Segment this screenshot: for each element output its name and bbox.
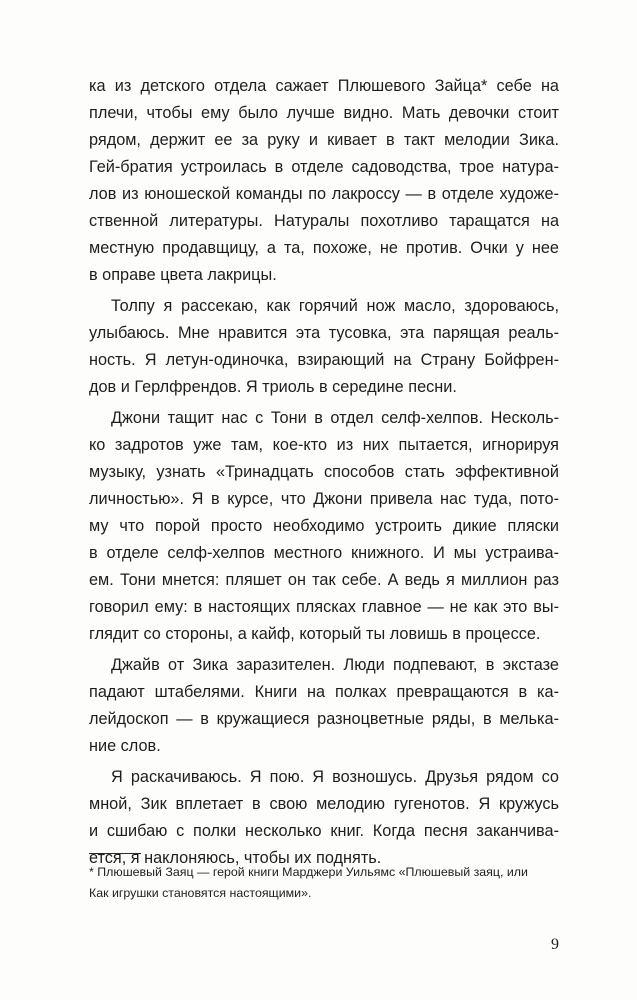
text-line: лов из юношеской команды по лакроссу — в отделе художе- [89, 185, 559, 203]
text-line: ется, я наклоняюсь, чтобы их поднять. [89, 849, 382, 867]
text-line: музыку, узнать «Тринадцать способов стать эффективной [89, 463, 559, 481]
text-line: улыбаюсь. Мне нравится эта тусовка, эта парящая реаль- [89, 324, 559, 342]
text-line: Я раскачиваюсь. Я пою. Я возношусь. Друзья рядом со [111, 768, 559, 786]
text-line: Джони тащит нас с Тони в отдел селф-хелпов. Несколь- [111, 409, 559, 427]
text-line: ние слов. [89, 737, 161, 755]
text-line: падают штабелями. Книги на полках превращаются в ка- [89, 683, 559, 701]
paragraph [89, 293, 559, 401]
footnote [89, 862, 559, 904]
footnote-line: Как игрушки становятся настоящими». [89, 886, 312, 900]
text-line: Гей-братия устроилась в отделе садоводства, трое натура- [89, 158, 559, 176]
text-line: дов и Герлфрендов. Я триоль в середине песни. [89, 378, 457, 396]
text-line: говорил ему: в настоящих плясках главное — не как это вы- [89, 598, 559, 616]
text-line: в оправе цвета лакрицы. [89, 266, 277, 284]
text-line: мной, Зик вплетает в свою мелодию гугенотов. Я кружусь [89, 795, 559, 813]
paragraph [89, 652, 559, 760]
text-line: глядит со стороны, а кайф, который ты ловишь в процессе. [89, 625, 541, 643]
paragraph [89, 764, 559, 872]
paragraph [89, 405, 559, 648]
text-line: и сшибаю с полки несколько книг. Когда песня заканчива- [89, 822, 559, 840]
text-line: Толпу я рассекаю, как горячий нож масло, здороваюсь, [111, 297, 559, 315]
text-line: му что порой просто необходимо устроить дикие пляски [89, 517, 559, 535]
text-line: личностью». Я в курсе, что Джони привела нас туда, пото- [89, 490, 559, 508]
text-line: плечи, чтобы ему было лучше видно. Мать девочки стоит [89, 104, 559, 122]
text-line: в отделе селф-хелпов местного книжного. И мы устраива- [89, 544, 559, 562]
text-line: ем. Тони мнется: пляшет он так себе. А ведь я миллион раз [89, 571, 559, 589]
footnote-divider [89, 853, 141, 854]
text-line: местную продавщицу, а та, похоже, не против. Очки у нее [89, 239, 559, 257]
footnote-line: * Плюшевый Заяц — герой книги Марджери Уильямс «Плюшевый заяц, или [89, 865, 528, 879]
body-text [89, 73, 559, 872]
text-line: ко задротов уже там, кое-кто из них пытается, игнорируя [89, 436, 559, 454]
text-line: ность. Я летун-одиночка, взирающий на Страну Бойфрен- [89, 351, 559, 369]
paragraph [89, 73, 559, 289]
text-line: ственной литературы. Натуралы похотливо таращатся на [89, 212, 559, 230]
text-line: рядом, держит ее за руку и кивает в такт мелодии Зика. [89, 131, 559, 149]
text-line: Джайв от Зика заразителен. Люди подпевают, в экстазе [111, 656, 559, 674]
text-line: ка из детского отдела сажает Плюшевого Зайца* себе на [89, 77, 559, 95]
text-line: лейдоскоп — в кружащиеся разноцветные ряды, в мелька- [89, 710, 559, 728]
page-number: 9 [551, 936, 559, 953]
